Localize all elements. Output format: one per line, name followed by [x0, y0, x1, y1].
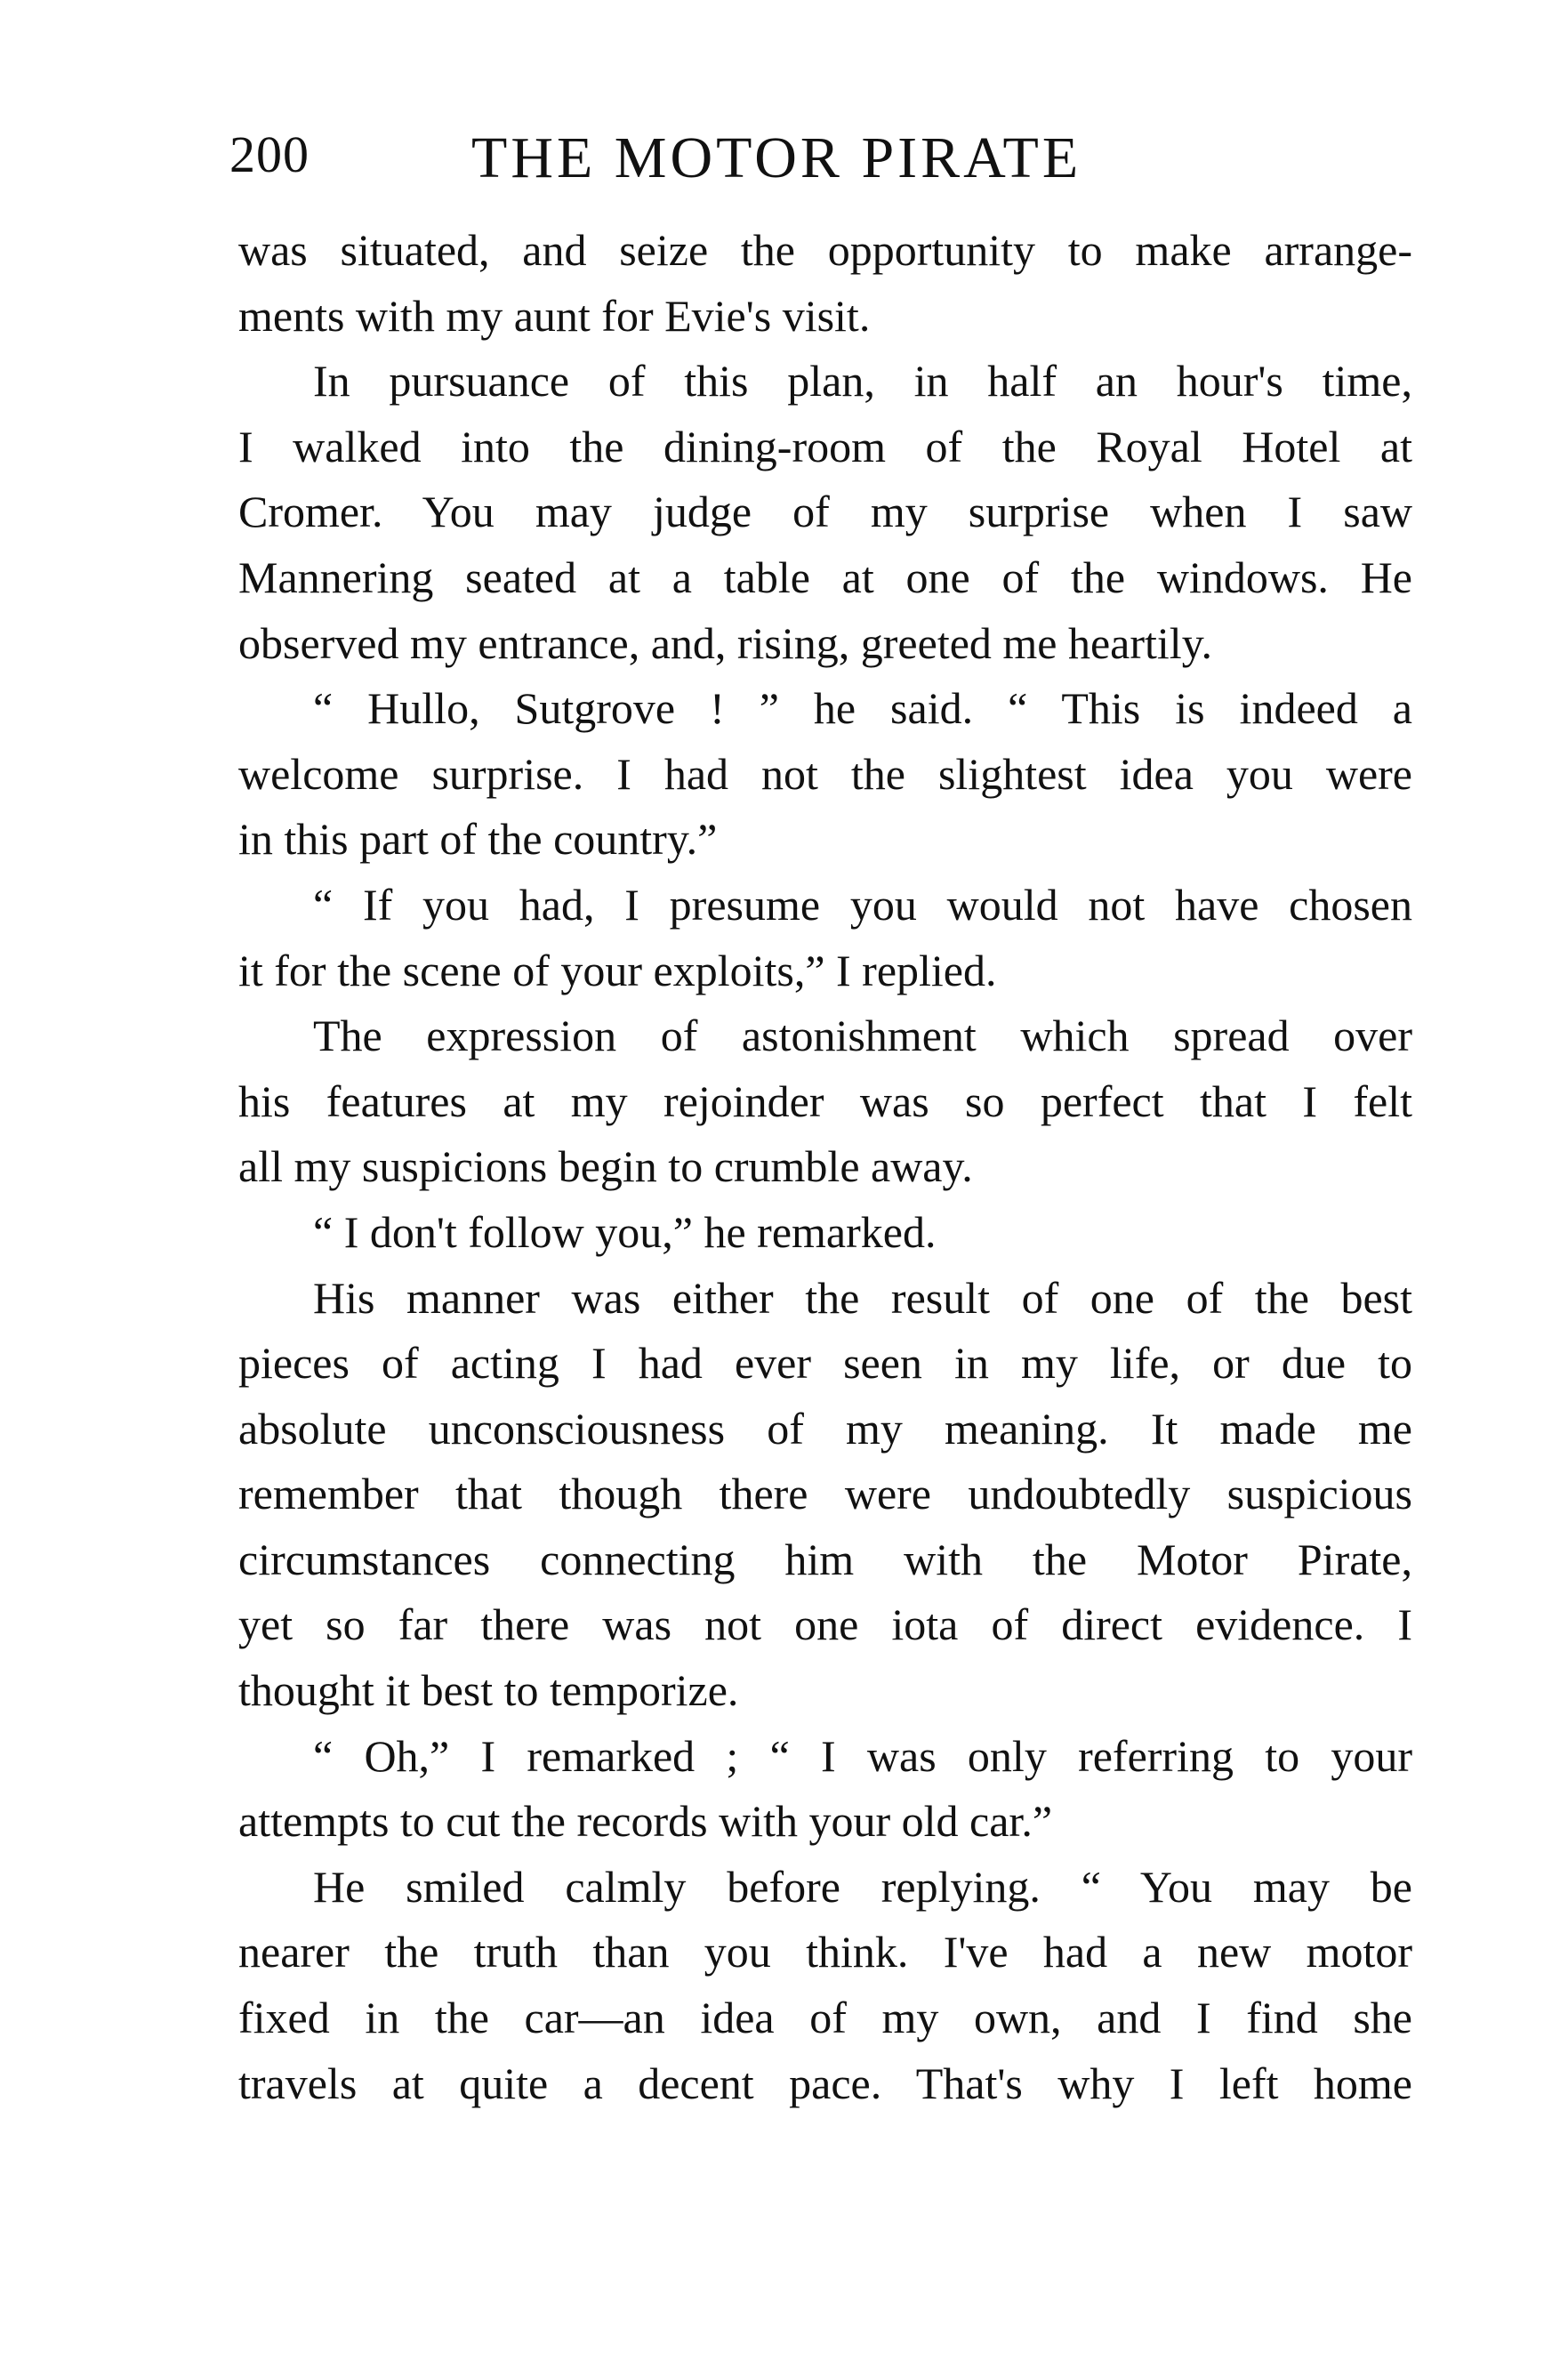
text-line: was situated, and seize the opportunity to make arrange- [238, 225, 1412, 275]
text-line: “ Oh,” I remarked ; “ I was only referring to your [313, 1730, 1412, 1781]
page-body-text [238, 218, 1412, 2116]
text-line: welcome surprise. I had not the slightest idea you were [238, 748, 1412, 799]
text-line: pieces of acting I had ever seen in my life, or due to [238, 1338, 1412, 1389]
text-line: observed my entrance, and, rising, greeted me heartily. [238, 617, 1212, 668]
text-line: in this part of the country.” [238, 814, 718, 865]
text-line: it for the scene of your exploits,” I replied. [238, 945, 997, 995]
text-line: circumstances connecting him with the Motor Pirate, [238, 1534, 1412, 1584]
text-line: “ If you had, I presume you would not have chosen [313, 879, 1412, 930]
text-line: The expression of astonishment which spread over [313, 1011, 1412, 1061]
text-line: attempts to cut the records with your old car.” [238, 1796, 1053, 1847]
text-line: fixed in the car—an idea of my own, and I find she [238, 1993, 1412, 2043]
text-line: He smiled calmly before replying. “ You may be [313, 1861, 1412, 1912]
page-header [229, 125, 1421, 205]
text-line: Mannering seated at a table at one of the windows. He [238, 552, 1412, 602]
text-line: his features at my rejoinder was so perfect that I felt [238, 1075, 1412, 1126]
text-line: Cromer. You may judge of my surprise when I saw [238, 487, 1412, 537]
text-line: travels at quite a decent pace. That's why I left home [238, 2058, 1412, 2108]
text-line: His manner was either the result of one of the best [313, 1272, 1412, 1323]
text-line: ments with my aunt for Evie's visit. [238, 290, 871, 341]
text-line: “ I don't follow you,” he remarked. [313, 1206, 937, 1257]
text-line: I walked into the dining-room of the Royal Hotel at [238, 421, 1412, 471]
text-line: remember that though there were undoubtedly suspicious [238, 1469, 1412, 1519]
page-number: 200 [229, 125, 310, 183]
text-line: In pursuance of this plan, in half an hour's time, [313, 356, 1412, 407]
text-line: thought it best to temporize. [238, 1665, 739, 1716]
text-line: nearer the truth than you think. I've had a new motor [238, 1927, 1412, 1977]
running-title: THE MOTOR PIRATE [471, 125, 1082, 190]
text-line: yet so far there was not one iota of direct evidence. I [238, 1599, 1412, 1650]
text-line: absolute unconsciousness of my meaning. It made me [238, 1403, 1412, 1454]
text-line: “ Hullo, Sutgrove ! ” he said. “ This is indeed a [313, 683, 1412, 734]
text-line: all my suspicions begin to crumble away. [238, 1141, 973, 1192]
